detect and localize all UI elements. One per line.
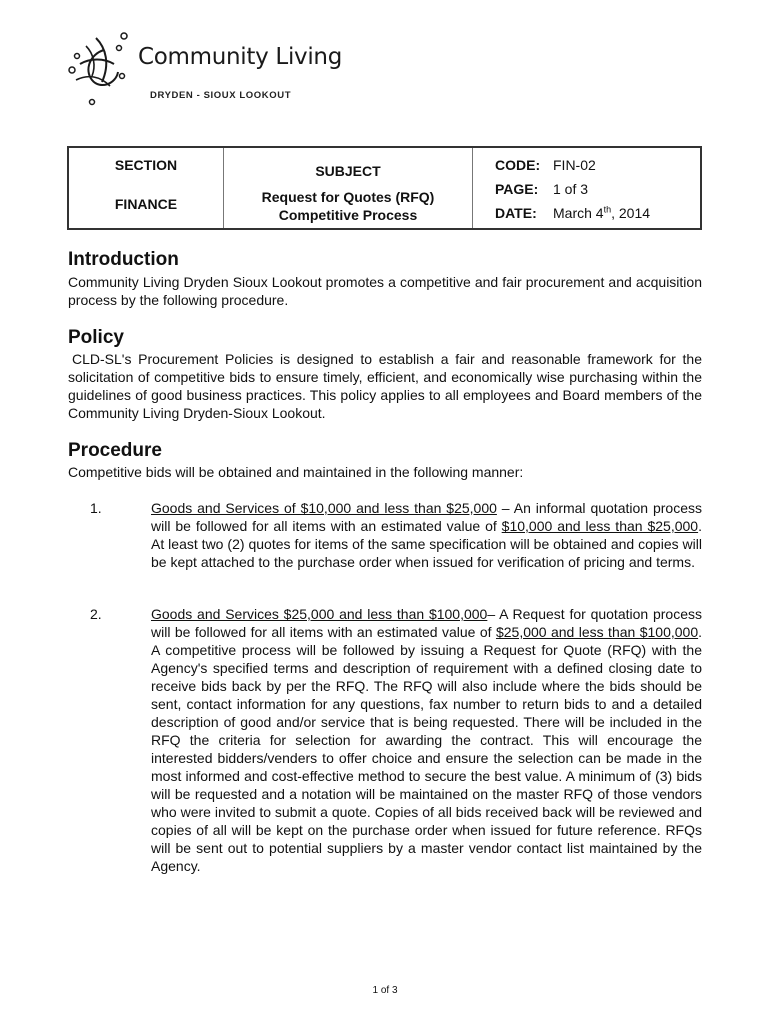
organization-logo (66, 24, 346, 106)
logo-wordmark: Community Living (138, 44, 343, 70)
subject-line-1: Request for Quotes (RFQ) (261, 189, 435, 205)
page-row (495, 177, 700, 201)
item-number: 1. (90, 500, 102, 516)
item-lead: Goods and Services of $10,000 and less than $25,000 (151, 500, 497, 516)
introduction-text: Community Living Dryden Sioux Lookout promotes a competitive and fair procurement and acquisition process by the following procedure. (68, 274, 702, 308)
policy-heading: Policy (68, 327, 124, 348)
item-value-range: $25,000 and less than $100,000 (495, 624, 699, 640)
procedure-intro: Competitive bids will be obtained and maintained in the following manner: (68, 464, 524, 480)
subject-value (224, 188, 472, 224)
date-value (553, 201, 650, 225)
date-month-day: March 4 (553, 205, 604, 221)
logo-location: DRYDEN - SIOUX LOOKOUT (150, 90, 292, 101)
subject-label: SUBJECT (315, 163, 381, 179)
date-year: , 2014 (611, 205, 651, 221)
code-row (495, 153, 700, 177)
policy-text: CLD-SL's Procurement Policies is designed to establish a fair and reasonable framework for the solicitation of competitive bids to ensure timely, efficient, and economically wise purchasing within the guidelines of good business practices. This policy applies to all employees and Board members of the Community Living Dryden-Sioux Lookout. (68, 351, 702, 421)
page-label: PAGE: (495, 181, 539, 197)
procedure-item (68, 499, 702, 571)
document-meta-cell (473, 147, 702, 229)
item-value-range: $10,000 and less than $25,000 (501, 518, 699, 534)
section-value: FINANCE (114, 196, 178, 212)
item-body-b: . At least two (2) quotes for items of the same specification will be obtained and copies will be kept attached to the purchase order when issued for verification of pricing and terms. (151, 518, 702, 570)
section-cell (68, 147, 224, 229)
code-value: FIN-02 (553, 157, 596, 173)
code-label: CODE: (495, 157, 541, 173)
date-ordinal-suffix: th (603, 204, 612, 215)
item-body-b: . A competitive process will be followed by issuing a Request for Quote (RFQ) with the Agency's specified terms and description of requirement with a defined closing date to receive bids back by per the RFQ. The RFQ will also include where the bids should be sent, contact information for any questions, fax number to return bids to and a detailed description of good and/or service that is being requested. There will be included in the RFQ the criteria for selection for awarding the contract. This will encourage the interested bidders/venders to offer choice and ensure the selection can be made in the most informed and cost-effective method to secure the best value. A minimum of (3) bids will be requested and a notation will be maintained on the master RFQ of those vendors who were invited to submit a quote. Copies of all bids received back will be reviewed and copies of all will be kept on the purchase order when issued for future reference. RFQs will be sent out to potential suppliers by a master vendor contact list maintained by the Agency. (151, 624, 702, 874)
procedure-item (68, 605, 702, 875)
page-value: 1 of 3 (553, 181, 589, 197)
procedure-heading: Procedure (68, 440, 162, 461)
subject-line-2: Competitive Process (278, 207, 418, 223)
item-body-a: – An informal quotation process will be followed for all items with an estimated value of (151, 500, 702, 534)
item-number: 2. (90, 606, 102, 622)
item-text (151, 499, 702, 571)
date-label: DATE: (495, 205, 537, 221)
subject-cell (224, 147, 473, 229)
page-footer-number: 1 of 3 (372, 985, 398, 996)
policy-header-table (67, 146, 702, 230)
introduction-heading: Introduction (68, 249, 179, 270)
item-body-a: – A Request for quotation process will be followed for all items with an estimated value of (151, 606, 702, 640)
item-text (151, 605, 702, 875)
section-label: SECTION (114, 157, 178, 173)
community-living-emblem-icon (66, 24, 138, 106)
item-lead: Goods and Services $25,000 and less than $100,000 (151, 606, 488, 622)
date-row (495, 201, 700, 225)
